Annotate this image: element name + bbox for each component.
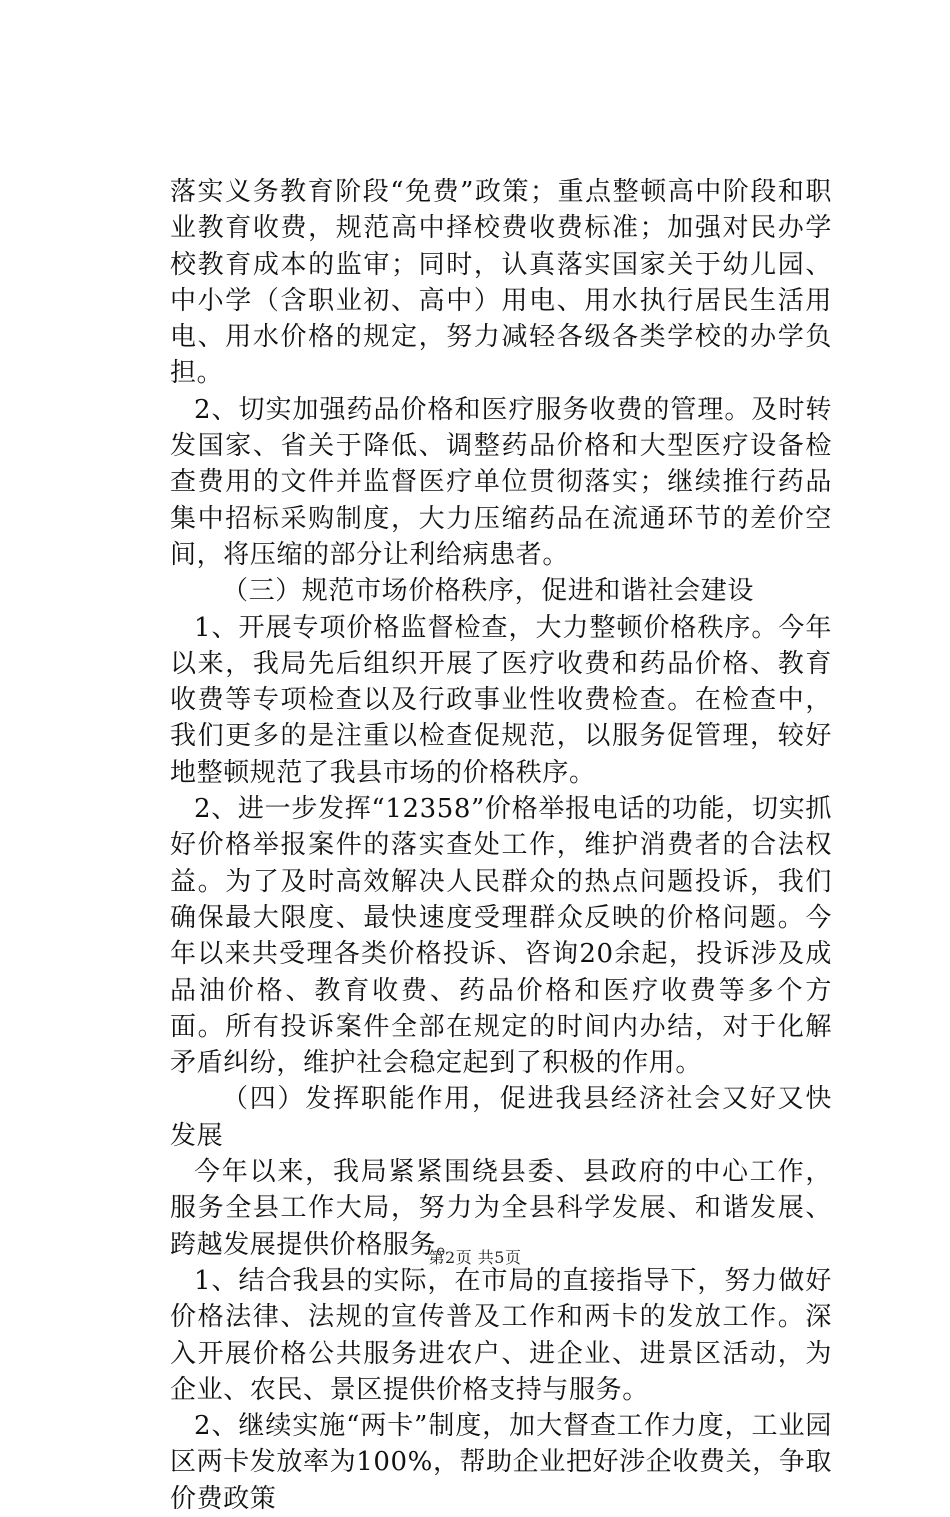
- paragraph-drug-prices: 2、切实加强药品价格和医疗服务收费的管理。及时转发国家、省关于降低、调整药品价格和大型医疗设备检查费用的文件并监督医疗单位贯彻落实；继续推行药品集中招标采购制度，大力压缩药品在流通环节的差价空间，将压缩的部分让利给病患者。: [170, 394, 832, 570]
- paragraph-education-fees: 落实义务教育阶段“免费”政策；重点整顿高中阶段和职业教育收费，规范高中择校费收费标准；加强对民办学校教育成本的监审；同时，认真落实国家关于幼儿园、中小学（含职业初、高中）用电、用水执行居民生活用电、用水价格的规定，努力减轻各级各类学校的办学负担。: [170, 177, 832, 389]
- document-body: [170, 174, 832, 1517]
- page-footer: [0, 1245, 950, 1268]
- section-heading-4: （四）发挥职能作用，促进我县经济社会又好又快发展: [170, 1084, 832, 1151]
- page-number: 第2页 共5页: [428, 1248, 522, 1267]
- paragraph-price-hotline: 2、进一步发挥“12358”价格举报电话的功能，切实抓好价格举报案件的落实查处工作，维护消费者的合法权益。为了及时高效解决人民群众的热点问题投诉，我们确保最大限度、最快速度受理群众反映的价格问题。今年以来共受理各类价格投诉、咨询20余起，投诉涉及成品油价格、教育收费、药品价格和医疗收费等多个方面。所有投诉案件全部在规定的时间内办结，对于化解矛盾纠纷，维护社会稳定起到了积极的作用。: [170, 794, 832, 1079]
- paragraph-price-inspection: 1、开展专项价格监督检查，大力整顿价格秩序。今年以来，我局先后组织开展了医疗收费和药品价格、教育收费等专项检查以及行政事业性收费检查。在检查中，我们更多的是注重以检查促规范，以服务促管理，较好地整顿规范了我县市场的价格秩序。: [170, 612, 832, 788]
- paragraph-county-service: 今年以来，我局紧紧围绕县委、县政府的中心工作，服务全县工作大局，努力为全县科学发展、和谐发展、跨越发展提供价格服务。: [170, 1157, 832, 1260]
- section-heading-3: （三）规范市场价格秩序，促进和谐社会建设: [222, 576, 755, 607]
- paragraph-law-promotion: 1、结合我县的实际，在市局的直接指导下，努力做好价格法律、法规的宣传普及工作和两卡的发放工作。深入开展价格公共服务进农户、进企业、进景区活动，为企业、农民、景区提供价格支持与服务。: [170, 1265, 832, 1405]
- paragraph-two-cards: 2、继续实施“两卡”制度，加大督查工作力度，工业园区两卡发放率为100%，帮助企业把好涉企收费关，争取价费政策: [170, 1411, 832, 1514]
